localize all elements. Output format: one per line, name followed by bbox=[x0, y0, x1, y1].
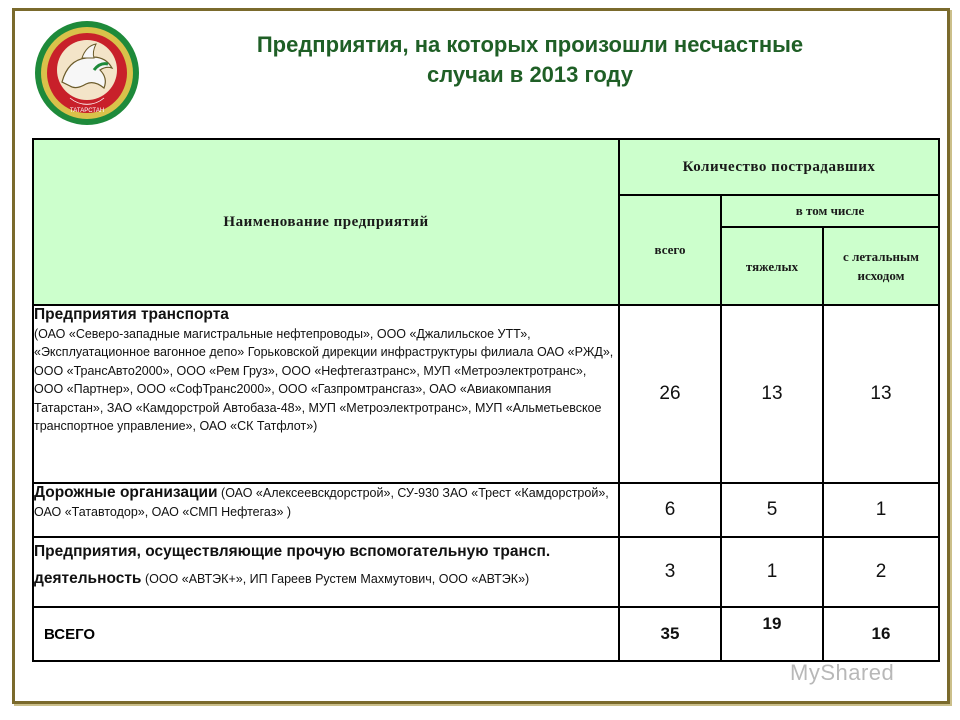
row-details: (ОАО «Алексеевскдорстрой», СУ-930 ЗАО «Трест «Камдорстрой», ОАО «Татавтодор», ОАО «СМП Нефтегаз» ) bbox=[34, 486, 609, 519]
tatarstan-emblem-icon bbox=[34, 20, 140, 126]
header-including: в том числе bbox=[721, 195, 939, 227]
summary-severe-cell bbox=[721, 607, 823, 661]
cell-fatal: 1 bbox=[823, 483, 939, 537]
row-description bbox=[33, 537, 619, 607]
cell-severe: 5 bbox=[721, 483, 823, 537]
table-row bbox=[33, 483, 939, 537]
table-row bbox=[33, 305, 939, 483]
row-description bbox=[33, 305, 619, 483]
row-title: Дорожные организации bbox=[34, 484, 218, 501]
row-details: (ООО «АВТЭК+», ИП Гареев Рустем Махмутович, ООО «АВТЭК») bbox=[144, 572, 530, 586]
cell-fatal: 13 bbox=[823, 305, 939, 483]
header-total: всего bbox=[619, 195, 721, 305]
watermark: MyShared bbox=[790, 660, 895, 685]
table-row bbox=[33, 537, 939, 607]
row-title: Предприятия транспорта bbox=[34, 306, 229, 323]
table-header-row-1 bbox=[33, 139, 939, 195]
title-line-2: случаи в 2013 году bbox=[427, 62, 633, 87]
header-severe: тяжелых bbox=[721, 227, 823, 305]
title-line-1: Предприятия, на которых произошли несчастные bbox=[256, 32, 804, 57]
summary-row bbox=[33, 607, 939, 661]
cell-total: 26 bbox=[619, 305, 721, 483]
cell-fatal: 2 bbox=[823, 537, 939, 607]
header-count: Количество пострадавших bbox=[619, 139, 939, 195]
row-title: Предприятия, осуществляющие прочую вспомогательную трансп. деятельность bbox=[34, 543, 551, 587]
summary-severe: 19 bbox=[762, 614, 782, 633]
emblem-caption: ТАТАРСТАН bbox=[69, 108, 105, 114]
summary-total: 35 bbox=[619, 607, 721, 661]
summary-fatal: 16 bbox=[823, 607, 939, 661]
page-title bbox=[170, 30, 890, 90]
cell-total: 3 bbox=[619, 537, 721, 607]
header-fatal: с летальным исходом bbox=[823, 227, 939, 305]
cell-severe: 1 bbox=[721, 537, 823, 607]
accidents-table bbox=[32, 138, 940, 662]
header-name: Наименование предприятий bbox=[33, 139, 619, 305]
summary-label: ВСЕГО bbox=[33, 607, 619, 661]
cell-total: 6 bbox=[619, 483, 721, 537]
row-description bbox=[33, 483, 619, 537]
cell-severe: 13 bbox=[721, 305, 823, 483]
row-details: (ОАО «Северо-западные магистральные нефтепроводы», ООО «Джалильское УТТ», «Эксплуатационное вагонное депо» Горьковской дирекции инфраструктуры филиала ОАО «РЖД», ООО «ТрансАвто2000», ООО «Рем Груз», ООО «Нефтегазтранс», МУП «Метроэлектротранс», ООО «Партнер», ООО «СофТранс2000», ООО «Газпромтрансгаз», ОАО «Авиакомпания Татарстан», ЗАО «Камдорстрой Автобаза-48», МУП «Метроэлектротранс», МУП «Альметьевское транспортное управление», ОАО «СК Татфлот») bbox=[34, 326, 614, 433]
